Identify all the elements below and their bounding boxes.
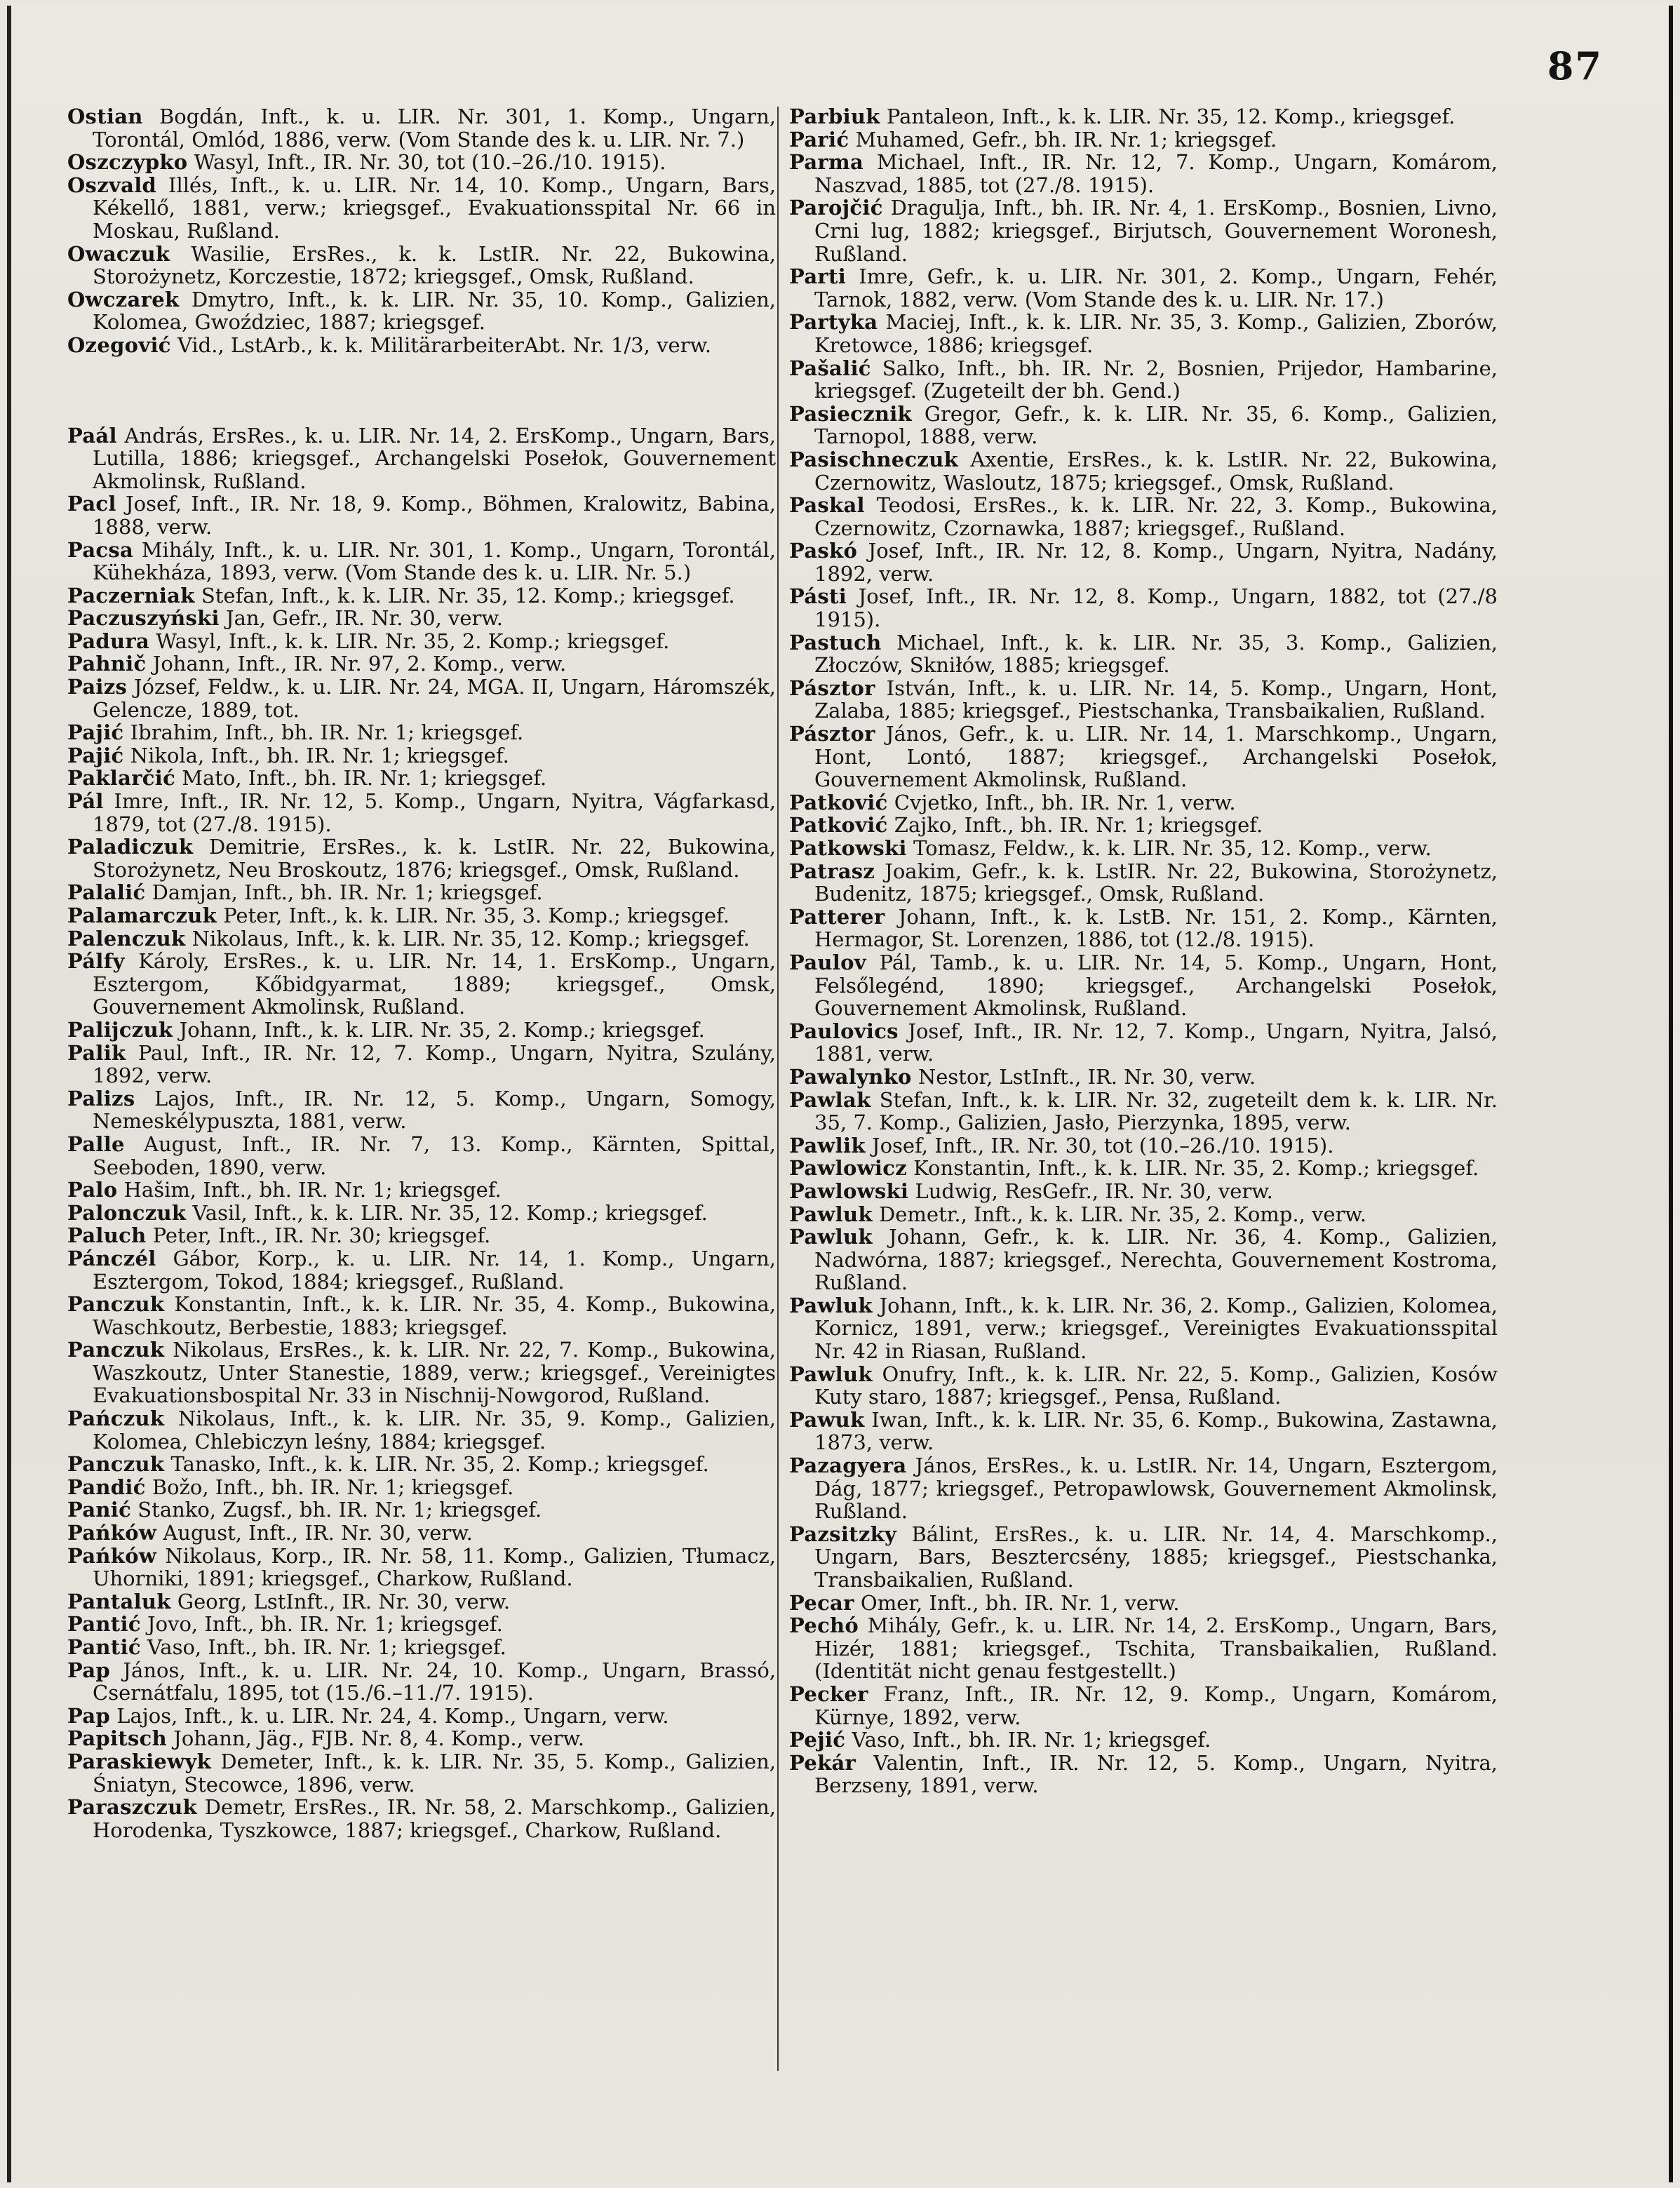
entry-details: Johann, Inft., k. k. LIR. Nr. 36, 2. Komp., Galizien, Kolomea, Kornicz, 1891, verw.; kriegsgef., Vereinigtes Evakuationsspital Nr. 42 in Riasan, Rußland.	[814, 1293, 1498, 1364]
left-column	[67, 105, 776, 1841]
list-entry	[67, 1224, 776, 1247]
list-entry	[67, 288, 776, 334]
list-entry	[67, 1498, 776, 1522]
list-entry	[789, 791, 1498, 814]
entry-details: Mihály, Gefr., k. u. LIR. Nr. 14, 2. ErsKomp., Ungarn, Bars, Hizér, 1881; kriegsgef., Tschita, Transbaikalien, Rußland. (Identität nicht genau festgestellt.)	[814, 1613, 1498, 1684]
entry-surname: Ostian	[67, 105, 143, 128]
list-entry	[789, 1363, 1498, 1409]
entry-surname: Pacsa	[67, 537, 134, 562]
entry-surname: Pawlowicz	[789, 1156, 907, 1181]
entry-surname: Pálfy	[67, 949, 125, 974]
entry-surname: Pazagyera	[789, 1454, 907, 1478]
list-entry	[67, 1247, 776, 1293]
entry-details: Ibrahim, Inft., bh. IR. Nr. 1; kriegsgef.	[123, 720, 524, 745]
entry-details: János, Inft., k. u. LIR. Nr. 24, 10. Komp., Ungarn, Brassó, Csernátfalu, 1895, tot (15./6.–11./7. 1915).	[93, 1658, 776, 1705]
entry-surname: Parojčić	[789, 196, 883, 220]
entry-surname: Partyka	[789, 310, 878, 335]
entry-details: Zajko, Inft., bh. IR. Nr. 1; kriegsgef.	[887, 813, 1263, 838]
entry-surname: Parti	[789, 264, 847, 289]
entry-surname: Pecker	[789, 1682, 868, 1706]
entry-surname: Pazsitzky	[789, 1522, 897, 1546]
list-entry	[67, 744, 776, 767]
entry-surname: Parić	[789, 127, 849, 152]
entry-surname: Pál	[67, 789, 104, 814]
entry-details: Pantaleon, Inft., k. k. LIR. Nr. 35, 12. Komp., kriegsgef.	[880, 105, 1456, 128]
entry-surname: Panczuk	[67, 1292, 165, 1317]
entry-details: Károly, ErsRes., k. u. LIR. Nr. 14, 1. ErsKomp., Ungarn, Esztergom, Kőbidgyarmat, 1889; kriegsgef., Omsk, Gouvernement Akmolinsk, Rußland.	[93, 949, 776, 1019]
list-entry	[789, 539, 1498, 585]
entry-details: Peter, Inft., k. k. LIR. Nr. 35, 3. Komp.; kriegsgef.	[216, 904, 730, 927]
entry-details: Damjan, Inft., bh. IR. Nr. 1; kriegsgef.	[145, 880, 543, 905]
entry-details: Axentie, ErsRes., k. k. LstIR. Nr. 22, Bukowina, Czernowitz, Wasloutz, 1875; kriegsgef., Omsk, Rußland.	[814, 447, 1498, 495]
entry-surname: Owczarek	[67, 287, 180, 311]
list-entry	[67, 881, 776, 904]
entry-surname: Pánczél	[67, 1246, 156, 1270]
list-entry	[789, 1226, 1498, 1294]
entry-details: Demetr, ErsRes., IR. Nr. 58, 2. Marschkomp., Galizien, Horodenka, Tyszkowce, 1887; kriegsgef., Charkow, Rußland.	[93, 1795, 776, 1842]
entry-surname: Pásti	[789, 584, 847, 609]
list-entry	[789, 951, 1498, 1020]
entry-surname: Oszvald	[67, 173, 157, 197]
entry-surname: Pawluk	[789, 1293, 873, 1317]
list-entry	[789, 1134, 1498, 1157]
entry-surname: Parbiuk	[789, 105, 880, 128]
entry-details: August, Inft., IR. Nr. 30, verw.	[156, 1521, 473, 1545]
list-entry	[789, 1409, 1498, 1454]
entry-details: Hašim, Inft., bh. IR. Nr. 1; kriegsgef.	[117, 1178, 502, 1202]
list-entry	[67, 904, 776, 927]
entry-surname: Paizs	[67, 675, 128, 699]
entry-surname: Pawluk	[789, 1362, 873, 1386]
entry-details: Johann, Inft., k. k. LstB. Nr. 151, 2. Komp., Kärnten, Hermagor, St. Lorenzen, 1886, tot (12./8. 1915).	[814, 904, 1498, 952]
entry-details: Onufry, Inft., k. k. LIR. Nr. 22, 5. Komp., Galizien, Kosów Kuty staro, 1887; kriegsgef., Pensa, Rußland.	[814, 1362, 1498, 1409]
entry-surname: Palijczuk	[67, 1017, 173, 1042]
list-entry	[67, 243, 776, 288]
entry-details: Wasilie, ErsRes., k. k. LstIR. Nr. 22, Bukowina, Storożynetz, Korczestie, 1872; kriegsgef., Omsk, Rußland.	[93, 241, 776, 289]
list-entry	[789, 814, 1498, 837]
entry-surname: Pandić	[67, 1475, 146, 1499]
entry-details: Nestor, LstInft., IR. Nr. 30, verw.	[911, 1064, 1256, 1089]
page-number: 87	[1547, 43, 1603, 88]
column-divider	[777, 107, 779, 2071]
entry-details: Jan, Gefr., IR. Nr. 30, verw.	[219, 606, 503, 631]
entry-surname: Pasischneczuk	[789, 447, 958, 471]
entry-details: Stefan, Inft., k. k. LIR. Nr. 35, 12. Komp.; kriegsgef.	[194, 583, 735, 608]
entry-details: Michael, Inft., IR. Nr. 12, 7. Komp., Ungarn, Komárom, Naszvad, 1885, tot (27./8. 1915).	[814, 150, 1498, 197]
entry-details: Johann, Inft., IR. Nr. 97, 2. Komp., verw.	[146, 652, 567, 676]
list-entry	[789, 1180, 1498, 1203]
entry-surname: Palalić	[67, 880, 146, 905]
entry-details: Bogdán, Inft., k. u. LIR. Nr. 301, 1. Komp., Ungarn, Torontál, Omlód, 1886, verw. (Vom Stande des k. u. LIR. Nr. 7.)	[93, 105, 776, 152]
entry-details: András, ErsRes., k. u. LIR. Nr. 14, 2. ErsKomp., Ungarn, Bars, Lutilla, 1886; kriegsgef., Archangelski Posełok, Gouvernement Akmolinsk, Rußland.	[93, 423, 776, 493]
list-entry	[789, 677, 1498, 723]
entry-details: Stanko, Zugsf., bh. IR. Nr. 1; kriegsgef.	[131, 1498, 542, 1522]
entry-details: István, Inft., k. u. LIR. Nr. 14, 5. Komp., Ungarn, Hont, Zalaba, 1885; kriegsgef., Piestschanka, Transbaikalien, Rußland.	[814, 676, 1498, 723]
list-entry	[67, 1613, 776, 1636]
entry-details: Johann, Inft., k. k. LIR. Nr. 35, 2. Komp.; kriegsgef.	[173, 1017, 705, 1042]
entry-details: Gregor, Gefr., k. k. LIR. Nr. 35, 6. Komp., Galizien, Tarnopol, 1888, verw.	[814, 401, 1498, 449]
entry-details: Tanasko, Inft., k. k. LIR. Nr. 35, 2. Komp.; kriegsgef.	[164, 1452, 709, 1477]
list-entry	[789, 860, 1498, 906]
list-entry	[789, 357, 1498, 403]
list-entry	[67, 607, 776, 630]
entry-surname: Pawlik	[789, 1133, 866, 1157]
list-entry	[67, 1019, 776, 1042]
entry-details: Imre, Inft., IR. Nr. 12, 5. Komp., Ungarn, Nyitra, Vágfarkasd, 1879, tot (27./8. 1915).	[93, 789, 776, 836]
list-entry	[789, 1203, 1498, 1226]
entry-details: Demetr., Inft., k. k. LIR. Nr. 35, 2. Komp., verw.	[872, 1202, 1367, 1226]
entry-surname: Pantaluk	[67, 1589, 171, 1613]
entry-surname: Pecar	[789, 1590, 854, 1615]
entry-details: Wasyl, Inft., k. k. LIR. Nr. 35, 2. Komp.; kriegsgef.	[149, 629, 670, 653]
entry-details: Božo, Inft., bh. IR. Nr. 1; kriegsgef.	[145, 1475, 514, 1499]
entry-surname: Pekár	[789, 1750, 856, 1775]
entry-details: Vid., LstArb., k. k. MilitärarbeiterAbt. Nr. 1/3, verw.	[170, 333, 712, 357]
entry-details: József, Feldw., k. u. LIR. Nr. 24, MGA. II, Ungarn, Háromszék, Gelencze, 1889, tot.	[93, 675, 776, 722]
list-entry	[67, 539, 776, 584]
list-entry	[67, 835, 776, 881]
entry-details: Jovo, Inft., bh. IR. Nr. 1; kriegsgef.	[140, 1612, 503, 1637]
list-entry	[789, 1592, 1498, 1615]
list-entry	[67, 1522, 776, 1545]
list-entry	[789, 1066, 1498, 1089]
entry-details: Demeter, Inft., k. k. LIR. Nr. 35, 5. Komp., Galizien, Śniatyn, Stecowce, 1896, verw.	[93, 1749, 776, 1797]
right-column	[789, 105, 1498, 1797]
entry-details: Georg, LstInft., IR. Nr. 30, verw.	[170, 1589, 511, 1613]
entry-details: Paul, Inft., IR. Nr. 12, 7. Komp., Ungarn, Nyitra, Szulány, 1892, verw.	[93, 1040, 776, 1088]
list-entry	[67, 1545, 776, 1590]
entry-surname: Pásztor	[789, 722, 875, 746]
list-entry	[67, 1042, 776, 1087]
list-entry	[789, 128, 1498, 152]
entry-details: Stefan, Inft., k. k. LIR. Nr. 32, zugeteilt dem k. k. LIR. Nr. 35, 7. Komp., Galizien, Jasło, Pierzynka, 1895, verw.	[814, 1087, 1498, 1135]
list-entry	[789, 1454, 1498, 1523]
entry-surname: Pantić	[67, 1612, 141, 1637]
entry-surname: Pacl	[67, 492, 116, 516]
entry-surname: Pejić	[789, 1728, 846, 1752]
entry-surname: Paulov	[789, 950, 866, 974]
list-entry	[67, 927, 776, 951]
list-entry	[67, 174, 776, 243]
list-entry	[67, 1407, 776, 1453]
entry-surname: Paál	[67, 423, 117, 448]
entry-details: Josef, Inft., IR. Nr. 12, 7. Komp., Ungarn, Nyitra, Jalsó, 1881, verw.	[814, 1019, 1498, 1066]
entry-surname: Paskó	[789, 539, 858, 563]
entry-surname: Pašalić	[789, 356, 871, 380]
entry-surname: Pásztor	[789, 676, 875, 700]
entry-details: Josef, Inft., IR. Nr. 12, 8. Komp., Ungarn, 1882, tot (27./8 1915).	[814, 584, 1498, 632]
entry-surname: Patković	[789, 813, 888, 838]
list-entry	[789, 403, 1498, 448]
entry-details: Nikolaus, ErsRes., k. k. LIR. Nr. 22, 7. Komp., Bukowina, Waszkoutz, Unter Stanestie, 1889, verw.; kriegsgef., Vereinigtes Evakuationsbospital Nr. 33 in Nischnij-Nowgorod, Rußland.	[93, 1338, 776, 1408]
list-entry	[789, 1729, 1498, 1752]
entry-surname: Pasiecznik	[789, 401, 912, 426]
entry-details: Bálint, ErsRes., k. u. LIR. Nr. 14, 4. Marschkomp., Ungarn, Bars, Besztercsény, 1885; kriegsgef., Piestschanka, Transbaikalien, Rußland.	[814, 1522, 1498, 1592]
entry-details: Illés, Inft., k. u. LIR. Nr. 14, 10. Komp., Ungarn, Bars, Kékellő, 1881, verw.; kriegsgef., Evakuationsspital Nr. 66 in Moskau, Rußland.	[93, 173, 776, 243]
list-entry	[67, 630, 776, 653]
entry-details: Mihály, Inft., k. u. LIR. Nr. 301, 1. Komp., Ungarn, Torontál, Kühekháza, 1893, verw. (Vom Stande des k. u. LIR. Nr. 5.)	[93, 537, 776, 585]
entry-surname: Ozegović	[67, 333, 171, 357]
list-entry	[67, 767, 776, 790]
entry-details: Josef, Inft., IR. Nr. 30, tot (10.–26./10. 1915).	[865, 1133, 1334, 1157]
entry-details: Franz, Inft., IR. Nr. 12, 9. Komp., Ungarn, Komárom, Kürnye, 1892, verw.	[814, 1682, 1498, 1729]
list-entry	[789, 1089, 1498, 1134]
entry-details: Joakim, Gefr., k. k. LstIR. Nr. 22, Bukowina, Storożynetz, Budenitz, 1875; kriegsgef., Omsk, Rußland.	[814, 859, 1498, 906]
entry-details: Johann, Jäg., FJB. Nr. 8, 4. Komp., verw.	[166, 1726, 585, 1751]
list-entry	[67, 1476, 776, 1499]
list-entry	[67, 334, 776, 357]
entry-surname: Paczerniak	[67, 583, 195, 608]
entry-details: Konstantin, Inft., k. k. LIR. Nr. 35, 4. Komp., Bukowina, Waschkoutz, Berbestie, 1883; kriegsgef.	[93, 1292, 776, 1339]
entry-surname: Palonczuk	[67, 1200, 187, 1225]
list-entry	[789, 906, 1498, 951]
list-entry	[67, 1179, 776, 1202]
list-entry	[789, 494, 1498, 539]
entry-details: Muhamed, Gefr., bh. IR. Nr. 1; kriegsgef.	[849, 127, 1277, 152]
list-entry	[67, 790, 776, 835]
entry-details: August, Inft., IR. Nr. 7, 13. Komp., Kärnten, Spittal, Seeboden, 1890, verw.	[93, 1132, 776, 1179]
list-entry	[67, 1338, 776, 1407]
entry-surname: Paklarčić	[67, 766, 176, 791]
list-entry	[67, 652, 776, 676]
entry-details: Vaso, Inft., bh. IR. Nr. 1; kriegsgef.	[845, 1728, 1211, 1752]
list-entry	[67, 1590, 776, 1613]
entry-surname: Pantić	[67, 1635, 141, 1659]
entry-details: Mato, Inft., bh. IR. Nr. 1; kriegsgef.	[175, 766, 547, 791]
entry-surname: Oszczypko	[67, 150, 188, 175]
entry-surname: Pawlak	[789, 1087, 871, 1112]
entry-surname: Pawluk	[789, 1225, 873, 1249]
entry-details: Johann, Gefr., k. k. LIR. Nr. 36, 4. Komp., Galizien, Nadwórna, 1887; kriegsgef., Nerechta, Gouvernement Kostroma, Rußland.	[814, 1225, 1498, 1295]
list-entry	[789, 1523, 1498, 1592]
list-entry	[789, 1752, 1498, 1797]
entry-surname: Pawuk	[789, 1407, 865, 1432]
entry-surname: Pajić	[67, 743, 124, 767]
entry-details: Nikolaus, Korp., IR. Nr. 58, 11. Komp., Galizien, Tłumacz, Uhorniki, 1891; kriegsgef., Charkow, Rußland.	[93, 1543, 776, 1591]
list-entry	[67, 151, 776, 174]
entry-details: János, ErsRes., k. u. LstIR. Nr. 14, Ungarn, Esztergom, Dág, 1877; kriegsgef., Petropawlowsk, Gouvernement Akmolinsk, Rußland.	[814, 1454, 1498, 1524]
entry-details: Nikola, Inft., bh. IR. Nr. 1; kriegsgef.	[123, 743, 509, 767]
entry-details: Teodosi, ErsRes., k. k. LIR. Nr. 22, 3. Komp., Bukowina, Czernowitz, Czornawka, 1887; kriegsgef., Rußland.	[814, 493, 1498, 540]
entry-surname: Palamarczuk	[67, 904, 217, 927]
entry-surname: Paladiczuk	[67, 835, 194, 859]
entry-surname: Padura	[67, 629, 150, 653]
list-entry	[789, 1020, 1498, 1066]
list-entry	[789, 1683, 1498, 1729]
list-entry	[789, 837, 1498, 860]
list-entry	[67, 584, 776, 608]
entry-surname: Palle	[67, 1132, 125, 1156]
entry-surname: Owaczuk	[67, 241, 170, 266]
list-entry	[789, 448, 1498, 494]
list-entry	[789, 1157, 1498, 1180]
list-entry	[67, 105, 776, 151]
entry-surname: Pańków	[67, 1521, 157, 1545]
entry-details: Pál, Tamb., k. u. LIR. Nr. 14, 5. Komp., Ungarn, Hont, Felsőlegénd, 1890; kriegsgef., Archangelski Posełok, Gouvernement Akmolinsk, Rußland.	[814, 950, 1498, 1021]
list-entry	[67, 676, 776, 721]
entry-surname: Pawlowski	[789, 1179, 909, 1203]
letter-section-gap	[67, 357, 776, 424]
entry-surname: Pap	[67, 1658, 110, 1682]
list-entry	[789, 105, 1498, 128]
entry-surname: Paraszczuk	[67, 1795, 197, 1820]
list-entry	[67, 1659, 776, 1705]
entry-surname: Parma	[789, 150, 864, 175]
entry-surname: Pańczuk	[67, 1407, 165, 1431]
entry-details: Salko, Inft., bh. IR. Nr. 2, Bosnien, Prijedor, Hambarine, kriegsgef. (Zugeteilt der bh. Gend.)	[814, 356, 1498, 403]
entry-details: Omer, Inft., bh. IR. Nr. 1, verw.	[854, 1590, 1180, 1615]
entry-surname: Palik	[67, 1040, 126, 1065]
list-entry	[67, 1133, 776, 1179]
list-entry	[789, 1294, 1498, 1363]
entry-details: Ludwig, ResGefr., IR. Nr. 30, verw.	[908, 1179, 1273, 1203]
entry-surname: Pawalynko	[789, 1064, 912, 1089]
entry-details: Dragulja, Inft., bh. IR. Nr. 4, 1. ErsKomp., Bosnien, Livno, Crni lug, 1882; kriegsgef., Birjutsch, Gouvernement Woronesh, Rußland.	[814, 196, 1498, 266]
entry-details: Vaso, Inft., bh. IR. Nr. 1; kriegsgef.	[140, 1635, 506, 1659]
entry-details: Peter, Inft., IR. Nr. 30; kriegsgef.	[146, 1223, 491, 1248]
list-entry	[789, 151, 1498, 196]
list-entry	[789, 196, 1498, 265]
list-entry	[789, 723, 1498, 791]
entry-surname: Papitsch	[67, 1726, 167, 1751]
list-entry	[67, 1796, 776, 1841]
list-entry	[67, 424, 776, 493]
entry-details: Josef, Inft., IR. Nr. 12, 8. Komp., Ungarn, Nyitra, Nadány, 1892, verw.	[814, 539, 1498, 586]
entry-surname: Panić	[67, 1498, 132, 1522]
entry-details: Tomasz, Feldw., k. k. LIR. Nr. 35, 12. Komp., verw.	[906, 836, 1432, 860]
entry-surname: Pańków	[67, 1543, 157, 1568]
entry-details: Konstantin, Inft., k. k. LIR. Nr. 35, 2. Komp.; kriegsgef.	[906, 1156, 1479, 1181]
entry-surname: Patrasz	[789, 859, 875, 883]
entry-surname: Paraskiewyk	[67, 1749, 211, 1773]
list-entry	[67, 1453, 776, 1476]
list-entry	[67, 1750, 776, 1796]
list-entry	[67, 1705, 776, 1728]
list-entry	[789, 631, 1498, 677]
entry-surname: Pastuch	[789, 630, 882, 655]
list-entry	[67, 1087, 776, 1133]
entry-surname: Pechó	[789, 1613, 859, 1638]
list-entry	[67, 1727, 776, 1750]
list-entry	[789, 265, 1498, 311]
list-entry	[67, 1636, 776, 1659]
entry-details: Nikolaus, Inft., k. k. LIR. Nr. 35, 12. Komp.; kriegsgef.	[185, 926, 750, 951]
entry-surname: Pawluk	[789, 1202, 873, 1226]
list-entry	[67, 492, 776, 538]
entry-details: Michael, Inft., k. k. LIR. Nr. 35, 3. Komp., Galizien, Złoczów, Skniłów, 1885; kriegsgef.	[814, 630, 1498, 678]
entry-surname: Pap	[67, 1703, 110, 1728]
entry-surname: Paulovics	[789, 1019, 899, 1043]
entry-surname: Paczuszyński	[67, 606, 220, 631]
entry-surname: Patterer	[789, 904, 885, 929]
entry-details: Maciej, Inft., k. k. LIR. Nr. 35, 3. Komp., Galizien, Zborów, Kretowce, 1886; kriegsgef.	[814, 310, 1498, 357]
entry-surname: Panczuk	[67, 1338, 165, 1362]
entry-details: Imre, Gefr., k. u. LIR. Nr. 301, 2. Komp., Ungarn, Fehér, Tarnok, 1882, verw. (Vom Stande des k. u. LIR. Nr. 17.)	[814, 264, 1498, 311]
entry-surname: Paluch	[67, 1223, 147, 1248]
entry-details: Lajos, Inft., k. u. LIR. Nr. 24, 4. Komp., Ungarn, verw.	[110, 1703, 669, 1728]
list-entry	[67, 1293, 776, 1338]
list-entry	[67, 721, 776, 744]
entry-surname: Patkowski	[789, 836, 907, 860]
entry-details: Josef, Inft., IR. Nr. 18, 9. Komp., Böhmen, Kralowitz, Babina, 1888, verw.	[93, 492, 776, 539]
list-entry	[789, 585, 1498, 631]
entry-surname: Pahnič	[67, 652, 147, 676]
entry-details: Dmytro, Inft., k. k. LIR. Nr. 35, 10. Komp., Galizien, Kolomea, Gwoździec, 1887; kriegsgef.	[93, 287, 776, 335]
entry-details: Cvjetko, Inft., bh. IR. Nr. 1, verw.	[887, 790, 1236, 814]
entry-details: Gábor, Korp., k. u. LIR. Nr. 14, 1. Komp., Ungarn, Esztergom, Tokod, 1884; kriegsgef., Rußland.	[93, 1246, 776, 1294]
entry-details: Iwan, Inft., k. k. LIR. Nr. 35, 6. Komp., Bukowina, Zastawna, 1873, verw.	[814, 1407, 1498, 1455]
entry-details: János, Gefr., k. u. LIR. Nr. 14, 1. Marschkomp., Ungarn, Hont, Lontó, 1887; kriegsgef., Archangelski Posełok, Gouvernement Akmolinsk, Rußland.	[814, 722, 1498, 792]
list-entry	[67, 950, 776, 1019]
entry-details: Nikolaus, Inft., k. k. LIR. Nr. 35, 9. Komp., Galizien, Kolomea, Chlebiczyn leśny, 1884; kriegsgef.	[93, 1407, 776, 1454]
entry-surname: Pajić	[67, 720, 124, 745]
list-entry	[67, 1202, 776, 1225]
entry-surname: Palo	[67, 1178, 118, 1202]
entry-surname: Palizs	[67, 1086, 135, 1110]
entry-surname: Patković	[789, 790, 888, 814]
entry-surname: Panczuk	[67, 1452, 165, 1477]
entry-details: Wasyl, Inft., IR. Nr. 30, tot (10.–26./10. 1915).	[187, 150, 666, 175]
entry-surname: Palenczuk	[67, 926, 186, 951]
list-entry	[789, 311, 1498, 356]
entry-details: Demitrie, ErsRes., k. k. LstIR. Nr. 22, Bukowina, Storożynetz, Neu Broskoutz, 1876; kriegsgef., Omsk, Rußland.	[93, 835, 776, 882]
entry-details: Lajos, Inft., IR. Nr. 12, 5. Komp., Ungarn, Somogy, Nemeskélypuszta, 1881, verw.	[93, 1086, 776, 1134]
entry-details: Valentin, Inft., IR. Nr. 12, 5. Komp., Ungarn, Nyitra, Berzseny, 1891, verw.	[814, 1750, 1498, 1798]
entry-details: Vasil, Inft., k. k. LIR. Nr. 35, 12. Komp.; kriegsgef.	[186, 1200, 708, 1225]
entry-surname: Paskal	[789, 493, 865, 518]
list-entry	[789, 1614, 1498, 1683]
